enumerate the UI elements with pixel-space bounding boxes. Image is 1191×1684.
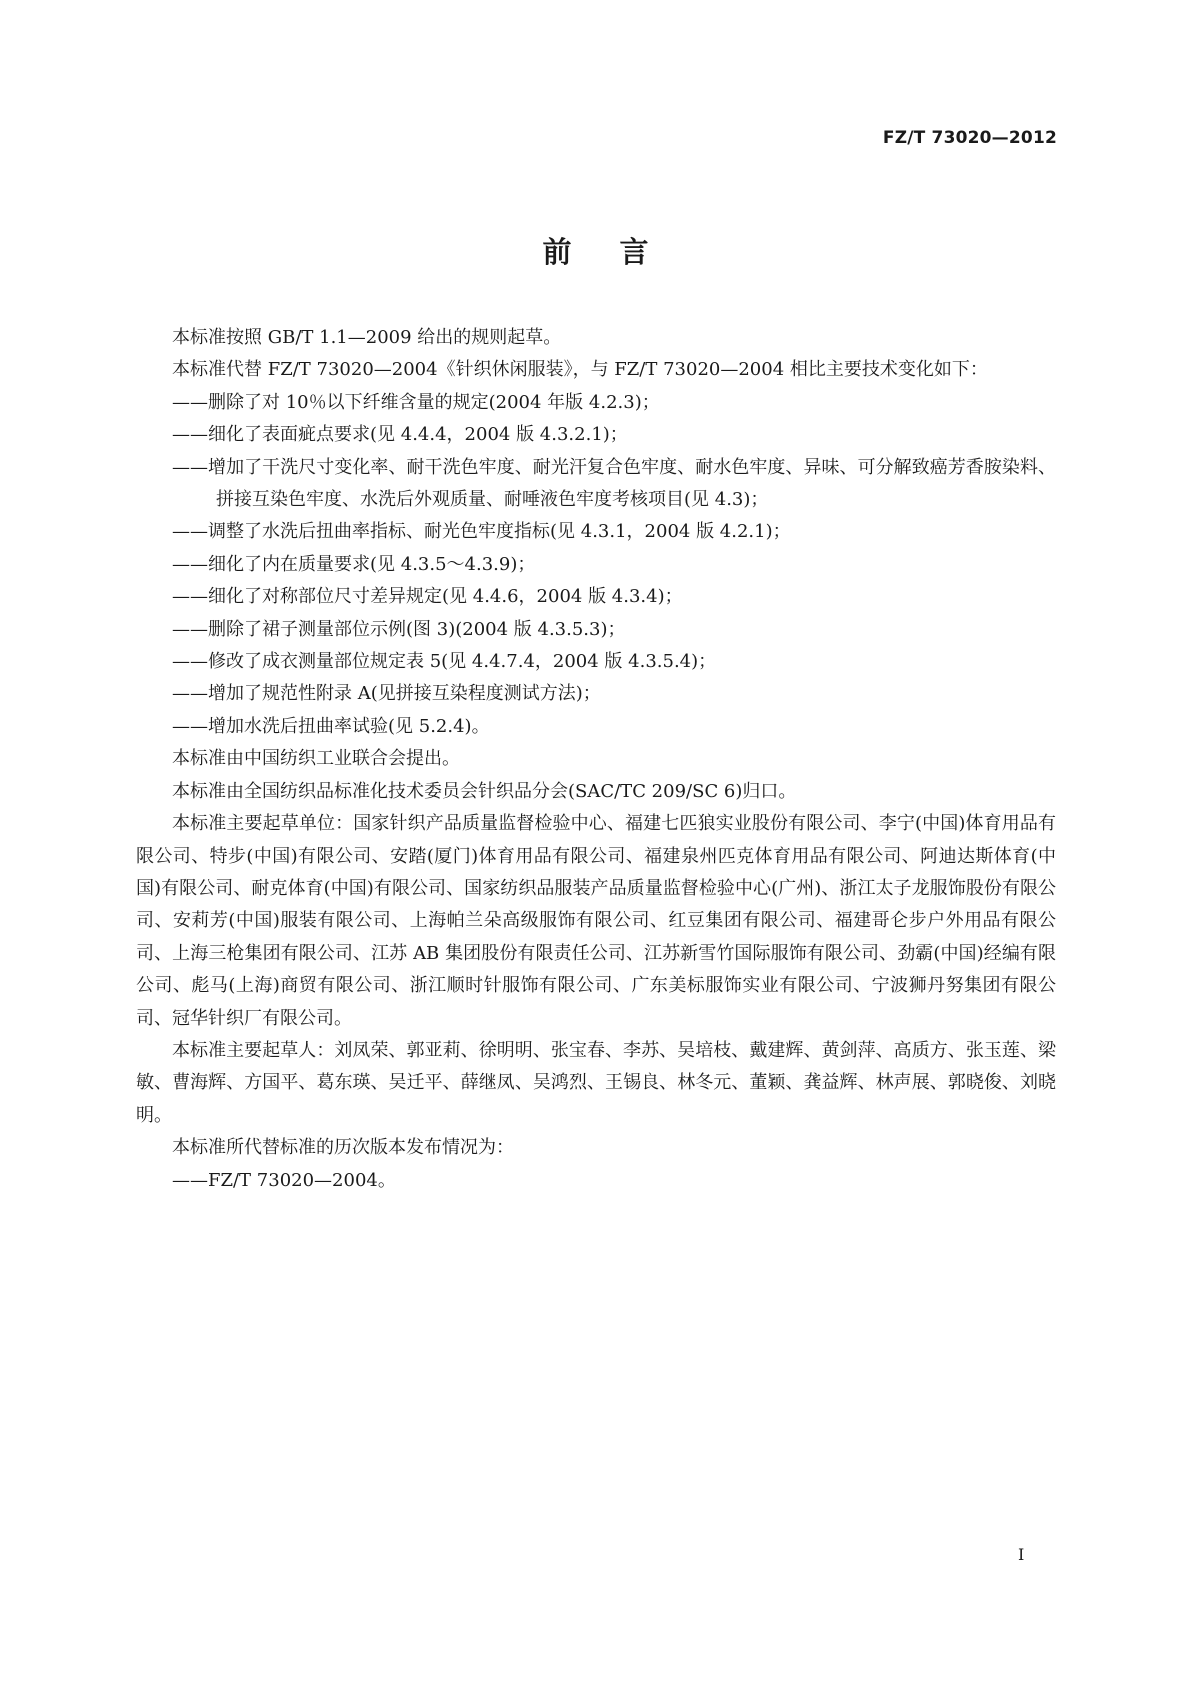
paragraph: 本标准所代替标准的历次版本发布情况为：	[172, 1137, 514, 1159]
paragraph: 本标准按照 GB/T 1.1—2009 给出的规则起草。	[172, 327, 562, 348]
list-item: ——增加水洗后扭曲率试验(见 5.2.4)。	[172, 715, 490, 737]
list-item: ——增加了规范性附录 A(见拼接互染程度测试方法)；	[172, 683, 601, 705]
list-item: ——删除了裙子测量部位示例(图 3)(2004 版 4.3.5.3)；	[172, 618, 626, 640]
list-item: ——细化了对称部位尺寸差异规定(见 4.4.6，2004 版 4.3.4)；	[172, 586, 683, 608]
list-item: ——FZ/T 73020—2004。	[172, 1169, 396, 1191]
list-item: ——细化了内在质量要求(见 4.3.5～4.3.9)；	[172, 553, 536, 575]
foreword-body	[136, 322, 1056, 1197]
list-item: ——增加了干洗尺寸变化率、耐干洗色牢度、耐光汗复合色牢度、耐水色牢度、异味、可分解致癌芳香胺染料、拼接互染色牢度、水洗后外观质量、耐唾液色牢度考核项目(见 4.3)；	[172, 456, 1056, 511]
page-number: I	[1018, 1545, 1025, 1564]
standard-code: FZ/T 73020—2012	[882, 128, 1057, 148]
paragraph: 本标准代替 FZ/T 73020—2004《针织休闲服装》，与 FZ/T 73020—2004 相比主要技术变化如下：	[172, 359, 988, 381]
paragraph-drafters: 本标准主要起草人：刘凤荣、郭亚莉、徐明明、张宝春、李苏、吴培枝、戴建辉、黄剑萍、高质方、张玉莲、梁敏、曹海辉、方国平、葛东瑛、吴迁平、薛继凤、吴鸿烈、王锡良、林冬元、董颖、龚益辉、林声展、郭晓俊、刘晓明。	[136, 1039, 1056, 1126]
list-item: ——调整了水洗后扭曲率指标、耐光色牢度指标(见 4.3.1，2004 版 4.2.1)；	[172, 521, 791, 543]
list-item: ——修改了成衣测量部位规定表 5(见 4.4.7.4，2004 版 4.3.5.4)；	[172, 651, 717, 673]
paragraph-drafting-units: 本标准主要起草单位：国家针织产品质量监督检验中心、福建七匹狼实业股份有限公司、李宁(中国)体育用品有限公司、特步(中国)有限公司、安踏(厦门)体育用品有限公司、福建泉州匹克体育用品有限公司、阿迪达斯体育(中国)有限公司、耐克体育(中国)有限公司、国家纺织品服装产品质量监督检验中心(广州)、浙江太子龙服饰股份有限公司、安莉芳(中国)服装有限公司、上海帕兰朵高级服饰有限公司、红豆集团有限公司、福建哥仑步户外用品有限公司、上海三枪集团有限公司、江苏 AB 集团股份有限责任公司、江苏新雪竹国际服饰有限公司、劲霸(中国)经编有限公司、彪马(上海)商贸有限公司、浙江顺时针服饰有限公司、广东美标服饰实业有限公司、宁波狮丹努集团有限公司、冠华针织厂有限公司。	[136, 813, 1056, 1029]
paragraph: 本标准由中国纺织工业联合会提出。	[172, 748, 460, 770]
list-item: ——删除了对 10％以下纤维含量的规定(2004 年版 4.2.3)；	[172, 391, 660, 413]
page-title: 前言	[542, 235, 697, 269]
list-item: ——细化了表面疵点要求(见 4.4.4，2004 版 4.3.2.1)；	[172, 424, 628, 446]
paragraph: 本标准由全国纺织品标准化技术委员会针织品分会(SAC/TC 209/SC 6)归口。	[172, 780, 797, 802]
